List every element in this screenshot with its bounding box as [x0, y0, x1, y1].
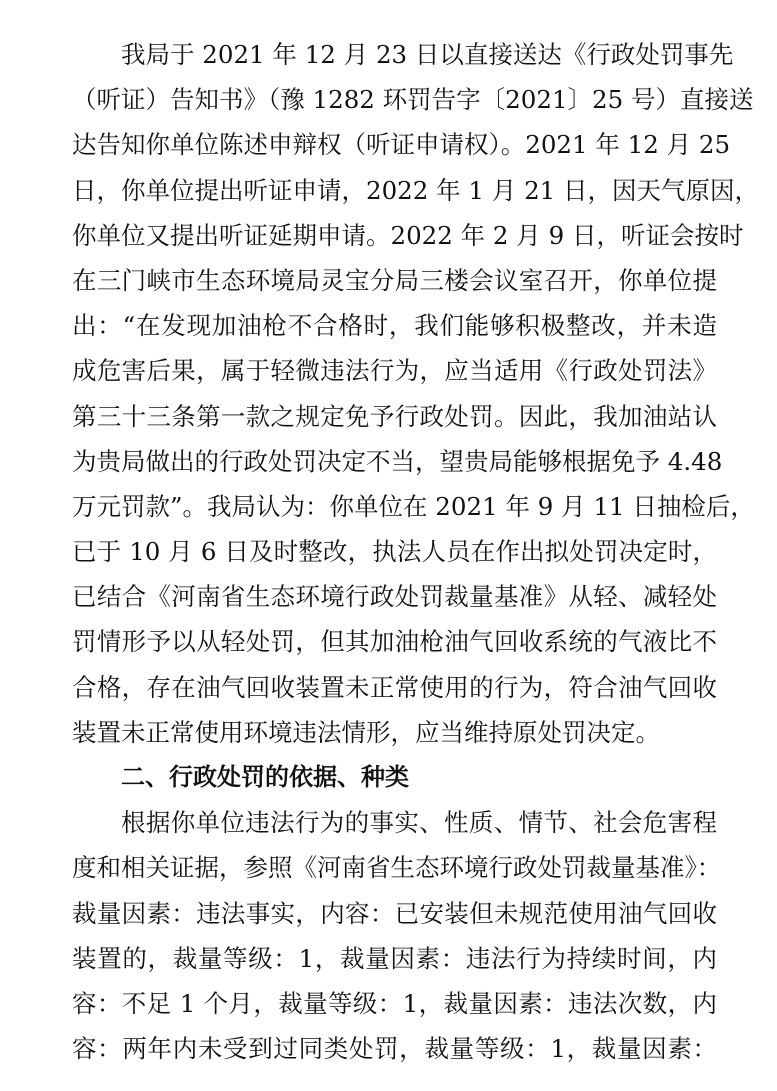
text-line: 为贵局做出的行政处罚决定不当，望贵局能够根据免予 4.48 — [72, 446, 723, 476]
text-line: 出：“在发现加油枪不合格时，我们能够积极整改，并未造 — [72, 311, 717, 341]
text-line: （听证）告知书》（豫 1282 环罚告字〔2021〕25 号）直接送 — [72, 85, 754, 115]
text-line: 日，你单位提出听证申请，2022 年 1 月 21 日，因天气原因， — [72, 175, 760, 205]
text-line: 罚情形予以从轻处罚，但其加油枪油气回收系统的气液比不 — [72, 627, 717, 657]
section-heading: 二、行政处罚的依据、种类 — [121, 763, 409, 791]
text-line: 容：不足 1 个月，裁量等级：1，裁量因素：违法次数，内 — [72, 988, 717, 1018]
text-line: 已于 10 月 6 日及时整改，执法人员在作出拟处罚决定时， — [72, 537, 717, 567]
paragraph-penalty-basis — [72, 800, 722, 1071]
text-line: 我局于 2021 年 12 月 23 日以直接送达《行政处罚事先 — [121, 40, 734, 69]
text-line: 根据你单位违法行为的事实、性质、情节、社会危害程 — [121, 808, 717, 838]
text-line: 达告知你单位陈述申辩权（听证申请权）。2021 年 12 月 25 — [72, 130, 731, 160]
text-line: 装置未正常使用环境违法情形，应当维持原处罚决定。 — [72, 717, 660, 747]
text-line: 度和相关证据，参照《河南省生态环境行政处罚裁量基准》： — [72, 853, 722, 883]
text-line: 裁量因素：违法事实，内容：已安装但未规范使用油气回收 — [72, 898, 717, 928]
text-line: 成危害后果，属于轻微违法行为，应当适用《行政处罚法》 — [72, 356, 717, 386]
text-line: 已结合《河南省生态环境行政处罚裁量基准》从轻、减轻处 — [72, 582, 717, 612]
paragraph-hearing-process — [72, 32, 760, 755]
text-line: 在三门峡市生态环境局灵宝分局三楼会议室召开，你单位提 — [72, 265, 717, 295]
document-page — [72, 32, 760, 1071]
text-line: 你单位又提出听证延期申请。2022 年 2 月 9 日，听证会按时 — [72, 220, 744, 250]
text-line: 容：两年内未受到过同类处罚，裁量等级：1，裁量因素： — [72, 1034, 717, 1064]
text-line: 第三十三条第一款之规定免予行政处罚。因此，我加油站认 — [72, 401, 717, 431]
text-line: 万元罚款”。我局认为：你单位在 2021 年 9 月 11 日抽检后， — [72, 491, 755, 521]
text-line: 合格，存在油气回收装置未正常使用的行为，符合油气回收 — [72, 672, 717, 702]
text-line: 装置的，裁量等级：1，裁量因素：违法行为持续时间，内 — [72, 943, 717, 973]
